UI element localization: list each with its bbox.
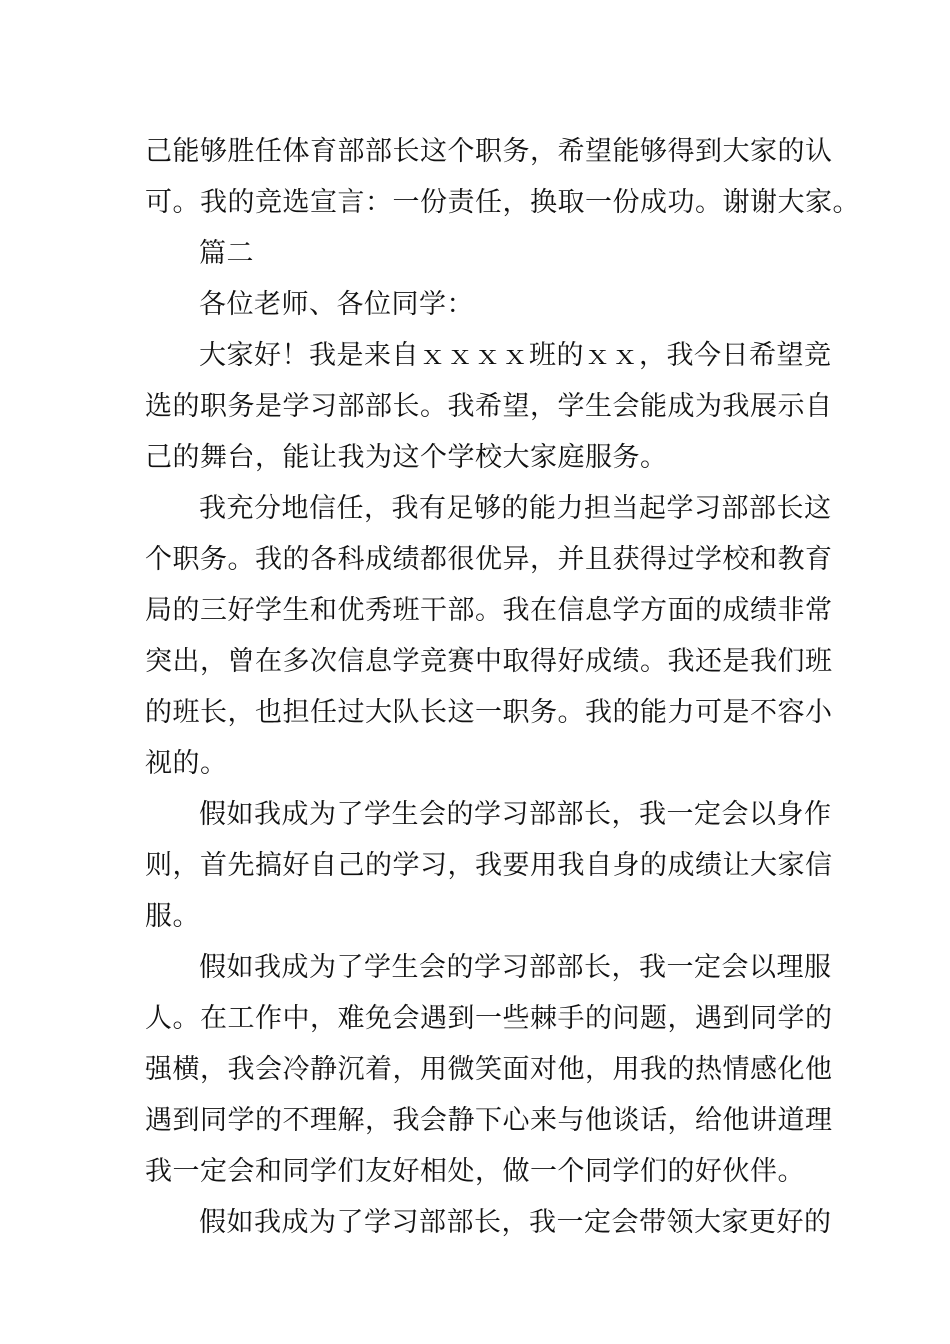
- section-heading: 篇二: [199, 238, 254, 269]
- text-line: 己能够胜任体育部部长这个职务，希望能够得到大家的认: [145, 136, 833, 167]
- text-line: 则，首先搞好自己的学习，我要用我自身的成绩让大家信: [145, 850, 833, 881]
- text-line: 假如我成为了学习部部长，我一定会带领大家更好的: [199, 1207, 832, 1238]
- text-line: 假如我成为了学生会的学习部部长，我一定会以身作: [199, 799, 832, 830]
- text-line: 我一定会和同学们友好相处，做一个同学们的好伙伴。: [145, 1156, 805, 1187]
- text-line: 人。在工作中，难免会遇到一些棘手的问题，遇到同学的: [145, 1003, 833, 1034]
- text-line: 选的职务是学习部部长。我希望，学生会能成为我展示自: [145, 391, 833, 422]
- text-line: 假如我成为了学生会的学习部部长，我一定会以理服: [199, 952, 832, 983]
- text-line: 可。我的竞选宣言：一份责任，换取一份成功。谢谢大家。: [145, 187, 860, 218]
- text-line: 的班长，也担任过大队长这一职务。我的能力可是不容小: [145, 697, 833, 728]
- salutation: 各位老师、各位同学：: [199, 289, 474, 320]
- text-line: 大家好！我是来自ｘｘｘｘ班的ｘｘ，我今日希望竞: [199, 340, 832, 371]
- text-line: 己的舞台，能让我为这个学校大家庭服务。: [145, 442, 668, 473]
- text-line: 服。: [145, 901, 200, 932]
- text-line: 个职务。我的各科成绩都很优异，并且获得过学校和教育: [145, 544, 833, 575]
- text-line: 强横，我会冷静沉着，用微笑面对他，用我的热情感化他: [145, 1054, 833, 1085]
- text-line: 局的三好学生和优秀班干部。我在信息学方面的成绩非常: [145, 595, 833, 626]
- text-line: 突出，曾在多次信息学竞赛中取得好成绩。我还是我们班: [145, 646, 833, 677]
- text-line: 我充分地信任，我有足够的能力担当起学习部部长这: [199, 493, 832, 524]
- text-line: 视的。: [145, 748, 228, 779]
- text-line: 遇到同学的不理解，我会静下心来与他谈话，给他讲道理: [145, 1105, 833, 1136]
- document-page: [145, 126, 860, 1248]
